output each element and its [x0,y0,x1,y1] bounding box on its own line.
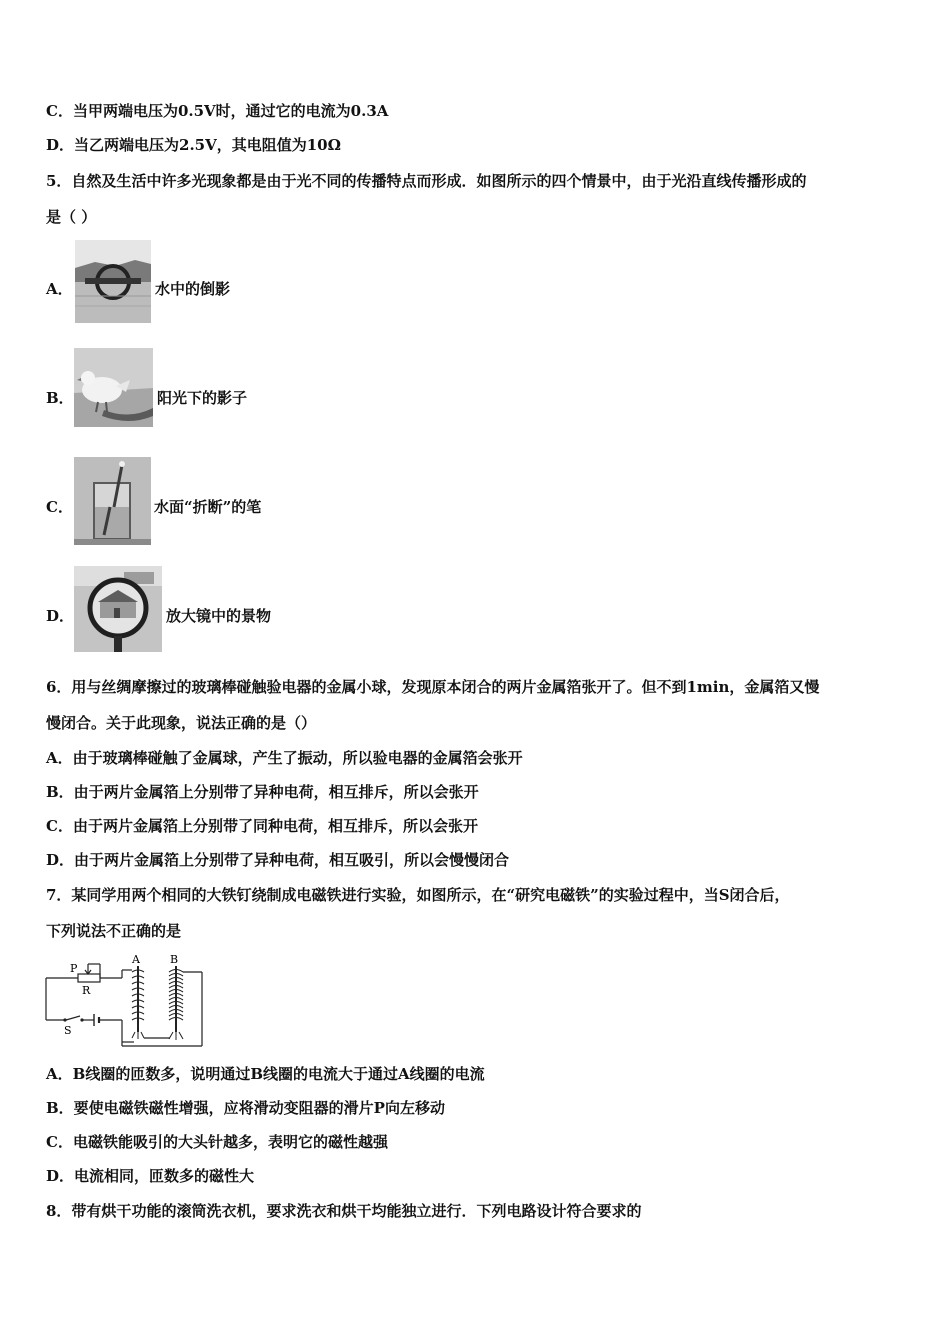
label-r: R [82,984,91,997]
q5-option-c-label: C． [46,498,73,516]
electromagnet-circuit-diagram [44,952,214,1056]
q7-option-c: C．电磁铁能吸引的大头针越多，表明它的磁性越强 [46,1133,388,1151]
q6-stem-line2: 慢闭合。关于此现象，说法正确的是（） [46,714,317,732]
q6-option-d: D．由于两片金属箔上分别带了异种电荷，相互吸引，所以会慢慢闭合 [46,851,510,869]
q5-stem-line1: 5．自然及生活中许多光现象都是由于光不同的传播特点而形成．如图所示的四个情景中，由于光沿直线传播形成的 [46,172,807,190]
q6-option-b: B．由于两片金属箔上分别带了异种电荷，相互排斥，所以会张开 [46,783,479,801]
rheostat-r [78,974,100,982]
q5-stem-line2: 是（ ） [46,208,97,226]
q5-option-b-text: 阳光下的影子 [157,389,248,407]
q4-option-c: C．当甲两端电压为0.5V时，通过它的电流为0.3A [46,102,389,120]
label-p: P [70,962,78,975]
label-b: B [170,953,179,966]
q6-option-a: A．由于玻璃棒碰触了金属球，产生了振动，所以验电器的金属箔会张开 [46,749,523,767]
bridge-reflection-photo [75,240,151,323]
q7-stem-line1: 7．某同学用两个相同的大铁钉绕制成电磁铁进行实验，如图所示，在“研究电磁铁”的实验过程中，当S闭合后， [46,886,790,904]
q6-stem-line1: 6．用与丝绸摩擦过的玻璃棒碰触验电器的金属小球，发现原本闭合的两片金属箔张开了。但不到1min，金属箔又慢 [46,678,820,696]
dove-shadow-photo [74,348,153,427]
q7-option-a: A．B线圈的匝数多，说明通过B线圈的电流大于通过A线圈的电流 [46,1065,485,1083]
q5-option-a-label: A． [46,280,73,298]
q5-option-b-label: B． [46,389,74,407]
q7-option-b: B．要使电磁铁磁性增强，应将滑动变阻器的滑片P向左移动 [46,1099,445,1117]
q7-option-d: D．电流相同，匝数多的磁性大 [46,1167,255,1185]
magnifier-scene-photo [74,566,162,652]
q6-option-c: C．由于两片金属箔上分别带了同种电荷，相互排斥，所以会张开 [46,817,478,835]
q7-stem-line2: 下列说法不正确的是 [46,922,182,940]
label-s: S [64,1024,72,1037]
q5-option-d-text: 放大镜中的景物 [166,607,272,625]
q8-stem-line1: 8．带有烘干功能的滚筒洗衣机，要求洗衣和烘干均能独立进行．下列电路设计符合要求的 [46,1202,642,1220]
q5-option-a-text: 水中的倒影 [155,280,231,298]
q4-option-d: D．当乙两端电压为2.5V，其电阻值为10Ω [46,136,341,154]
q5-option-c-text: 水面“折断”的笔 [154,498,262,516]
label-a: A [132,953,140,966]
q5-option-d-label: D． [46,607,75,625]
pen-in-glass-photo [74,457,151,545]
